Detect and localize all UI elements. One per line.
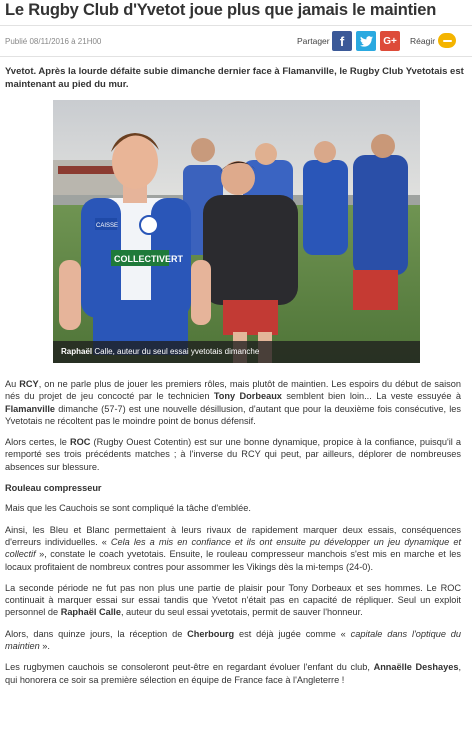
google-plus-share-button[interactable] xyxy=(380,31,400,51)
twitter-icon xyxy=(360,36,373,47)
rugby-team-photo xyxy=(53,100,420,363)
article-paragraph-1: Au RCY, on ne parle plus de jouer les premiers rôles, mais plutôt de maintien. Les espoirs du début de saison nés du projet de jeu concocté par le technicien Tony Dorbeaux semblent bien loin... La veste essuyée à Flamanville dimanche (57-7) est une nouvelle désillusion, d'autant que pour la deuxième fois consécutive, les Yvetotais ne récoltent pas le moindre point de bonus défensif. xyxy=(5,379,461,426)
photo-caption xyxy=(53,341,420,363)
facebook-icon: f xyxy=(339,33,345,49)
facebook-share-button[interactable] xyxy=(332,31,352,51)
publication-date: Publié 08/11/2016 à 21H00 xyxy=(5,37,102,46)
article-paragraph-3: Mais que les Cauchois se sont compliqué la tâche d'emblée. xyxy=(5,503,251,514)
article-title: Le Rugby Club d'Yvetot joue plus que jamais le maintien xyxy=(5,1,437,19)
article-paragraph-2: Alors certes, le ROC (Rugby Ouest Cotentin) est sur une bonne dynamique, propice à la confiance, puisqu'il a remporté ses trois précédents matches ; à l'inverse du RCY qui peut, par ailleurs, déplorer de nombreuses absences sur blessure. xyxy=(5,437,461,472)
share-label: Partager xyxy=(297,36,330,46)
photo-caption-text: Raphaël Calle, auteur du seul essai yvetotais dimanche xyxy=(61,347,260,356)
article-photo xyxy=(53,100,420,363)
article-paragraph-7: Les rugbymen cauchois se consoleront peut-être en regardant évoluer l'enfant du club, Annaëlle Deshayes, qui honorera ce soir sa première sélection en équipe de France face à l'Angleterre ! xyxy=(5,662,461,685)
article-paragraph-6: Alors, dans quinze jours, la réception de Cherbourg est déjà jugée comme « capitale dans l'optique du maintien ». xyxy=(5,628,462,652)
twitter-share-button[interactable] xyxy=(356,31,376,51)
sponsor-badge-text: CAISSE xyxy=(96,223,119,229)
article-meta-bar xyxy=(0,25,472,57)
article-paragraph-5: La seconde période ne fut pas non plus une partie de plaisir pour Tony Dorbeaux et ses hommes. Le ROC continuait à marquer essai sur essai tandis que Yvetot n'était pas en capacité de répliquer. Seul un exploit personnel de Raphaël Calle, auteur du seul essai yvetotais, permit de sauver l'honneur. xyxy=(5,582,461,618)
google-plus-icon: G+ xyxy=(383,35,397,47)
article-body xyxy=(5,378,461,695)
react-label: Réagir xyxy=(410,36,436,46)
article-lead: Yvetot. Après la lourde défaite subie dimanche dernier face à Flamanville, le Rugby Club Yvetotais est maintenant au pied du mur. xyxy=(5,66,464,90)
article-paragraph-4: Ainsi, les Bleu et Blanc permettaient à leurs rivaux de rapidement marquer deux essais, conséquences d'erreurs individuelles. « Cela les a mis en confiance et ils ont ensuite pu développer un jeu dynamique et collectif », constate le coach yvetotais. Ensuite, le rouleau compresseur manchois s'est mis en marche et les locaux profitaient de nombreux contres pour assommer les Vikings dès la mi-temps (24-0). xyxy=(5,524,461,572)
sponsor-logo-text: COLLECTIVERT xyxy=(114,254,183,264)
react-comment-button[interactable] xyxy=(438,33,456,48)
article-subheading: Rouleau compresseur xyxy=(5,483,102,494)
